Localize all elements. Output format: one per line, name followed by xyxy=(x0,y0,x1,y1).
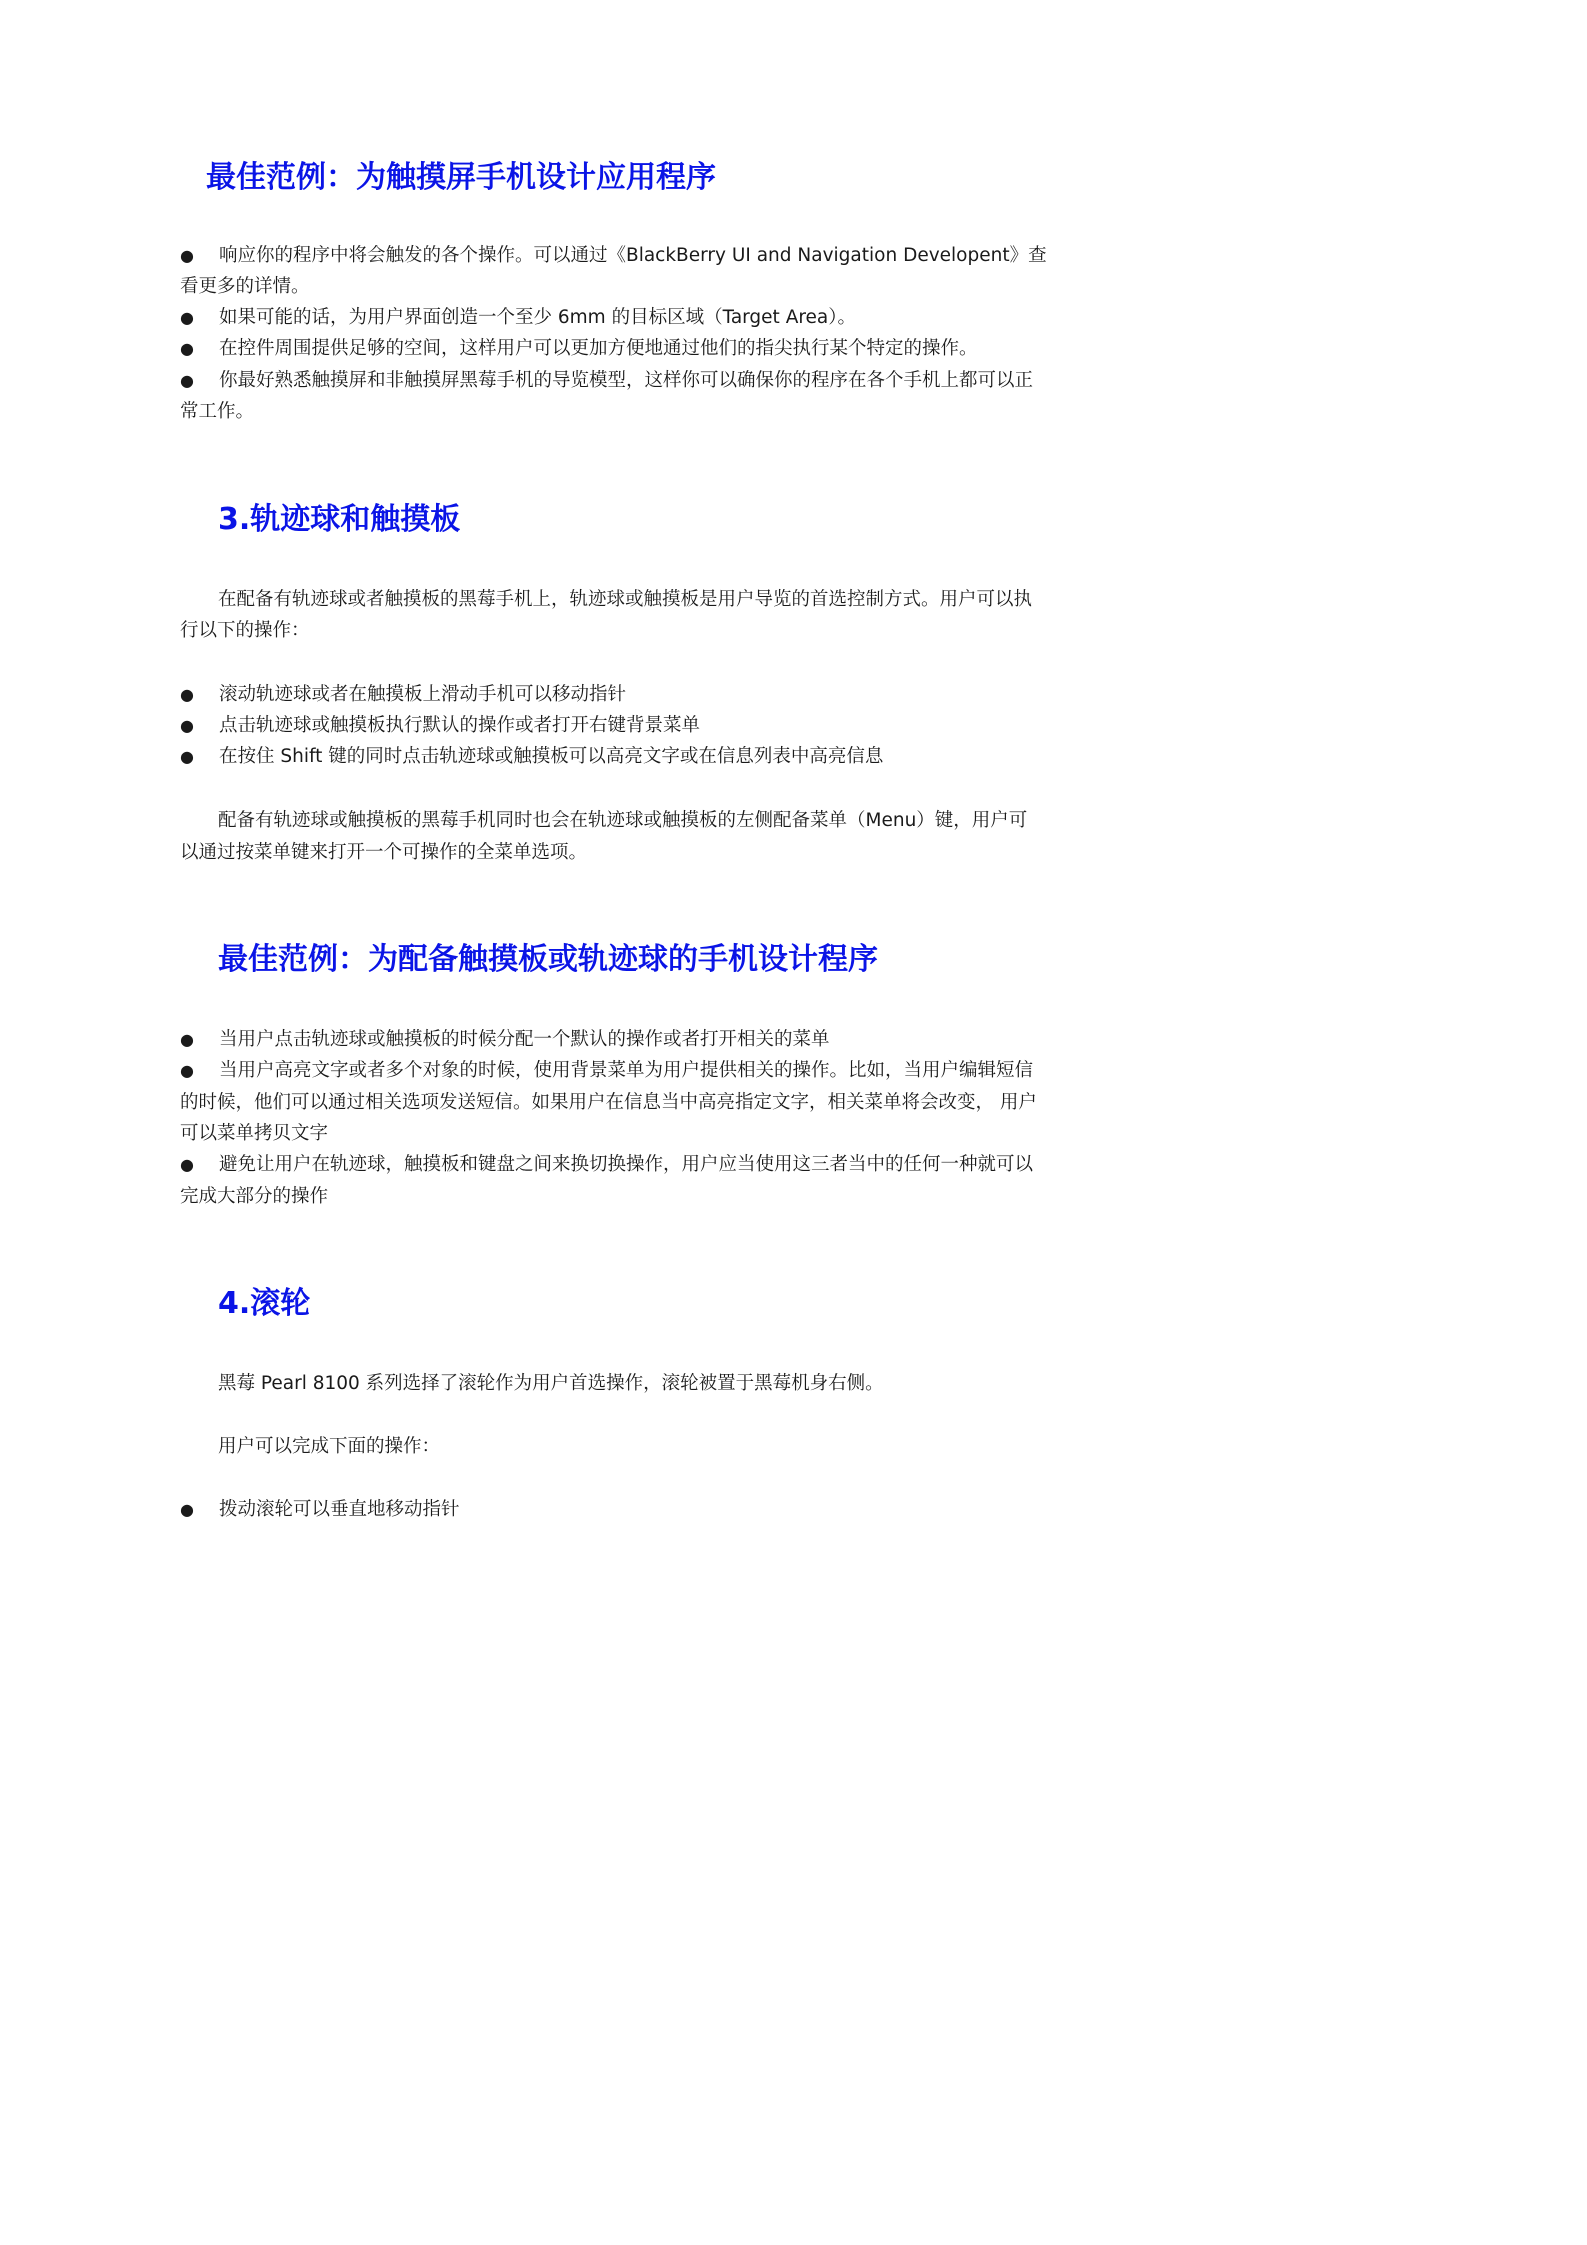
list-item-text: 如果可能的话，为用户界面创造一个至少 6mm 的目标区域（Target Area）。 xyxy=(219,307,857,328)
bullet-icon: ● xyxy=(180,339,194,358)
paragraph-line: 黑莓 Pearl 8100 系列选择了滚轮作为用户首选操作，滚轮被置于黑莓机身右侧。 xyxy=(218,1373,884,1394)
list-item-continuation: 常工作。 xyxy=(180,401,255,422)
list-item-text: 滚动轨迹球或者在触摸板上滑动手机可以移动指针 xyxy=(219,684,627,705)
paragraph-line: 行以下的操作： xyxy=(180,620,310,641)
heading-trackball: 3.轨迹球和触摸板 xyxy=(218,502,461,537)
list-item-text: 在控件周围提供足够的空间，这样用户可以更加方便地通过他们的指尖执行某个特定的操作。 xyxy=(219,338,978,359)
bullet-icon: ● xyxy=(180,1030,194,1049)
list-item-text: 当用户高亮文字或者多个对象的时候，使用背景菜单为用户提供相关的操作。比如，当用户编辑短信 xyxy=(219,1060,1034,1081)
list-item-continuation: 可以菜单拷贝文字 xyxy=(180,1123,329,1144)
list-item-text: 你最好熟悉触摸屏和非触摸屏黑莓手机的导览模型，这样你可以确保你的程序在各个手机上都可以正 xyxy=(219,370,1034,391)
list-item-text: 响应你的程序中将会触发的各个操作。可以通过《BlackBerry UI and Navigation Developent》查 xyxy=(219,245,1047,266)
bullet-icon: ● xyxy=(180,371,194,390)
list-item-text: 当用户点击轨迹球或触摸板的时候分配一个默认的操作或者打开相关的菜单 xyxy=(219,1029,830,1050)
bullet-icon: ● xyxy=(180,747,194,766)
list-item-text: 点击轨迹球或触摸板执行默认的操作或者打开右键背景菜单 xyxy=(219,715,701,736)
list-item-continuation: 的时候，他们可以通过相关选项发送短信。如果用户在信息当中高亮指定文字，相关菜单将会改变， 用户 xyxy=(180,1092,1037,1113)
list-item-text: 在按住 Shift 键的同时点击轨迹球或触摸板可以高亮文字或在信息列表中高亮信息 xyxy=(219,746,884,767)
list-item-continuation: 完成大部分的操作 xyxy=(180,1186,329,1207)
list-item-text: 避免让用户在轨迹球，触摸板和键盘之间来换切换操作，用户应当使用这三者当中的任何一种就可以 xyxy=(219,1154,1034,1175)
bullet-icon: ● xyxy=(180,1061,194,1080)
paragraph-line: 以通过按菜单键来打开一个可操作的全菜单选项。 xyxy=(180,842,588,863)
paragraph-line: 在配备有轨迹球或者触摸板的黑莓手机上，轨迹球或触摸板是用户导览的首选控制方式。用户可以执 xyxy=(218,589,1033,610)
bullet-icon: ● xyxy=(180,308,194,327)
heading-best-practice-touch: 最佳范例：为触摸屏手机设计应用程序 xyxy=(206,160,716,195)
bullet-icon: ● xyxy=(180,1155,194,1174)
paragraph-line: 配备有轨迹球或触摸板的黑莓手机同时也会在轨迹球或触摸板的左侧配备菜单（Menu）键，用户可 xyxy=(218,810,1028,831)
bullet-icon: ● xyxy=(180,716,194,735)
bullet-icon: ● xyxy=(180,246,194,265)
list-item-text: 拨动滚轮可以垂直地移动指针 xyxy=(219,1499,460,1520)
list-item-continuation: 看更多的详情。 xyxy=(180,276,310,297)
bullet-icon: ● xyxy=(180,685,194,704)
heading-best-practice-trackball: 最佳范例：为配备触摸板或轨迹球的手机设计程序 xyxy=(218,942,878,977)
heading-scroll-wheel: 4.滚轮 xyxy=(218,1286,311,1321)
paragraph-line: 用户可以完成下面的操作： xyxy=(218,1436,441,1457)
bullet-icon: ● xyxy=(180,1500,194,1519)
